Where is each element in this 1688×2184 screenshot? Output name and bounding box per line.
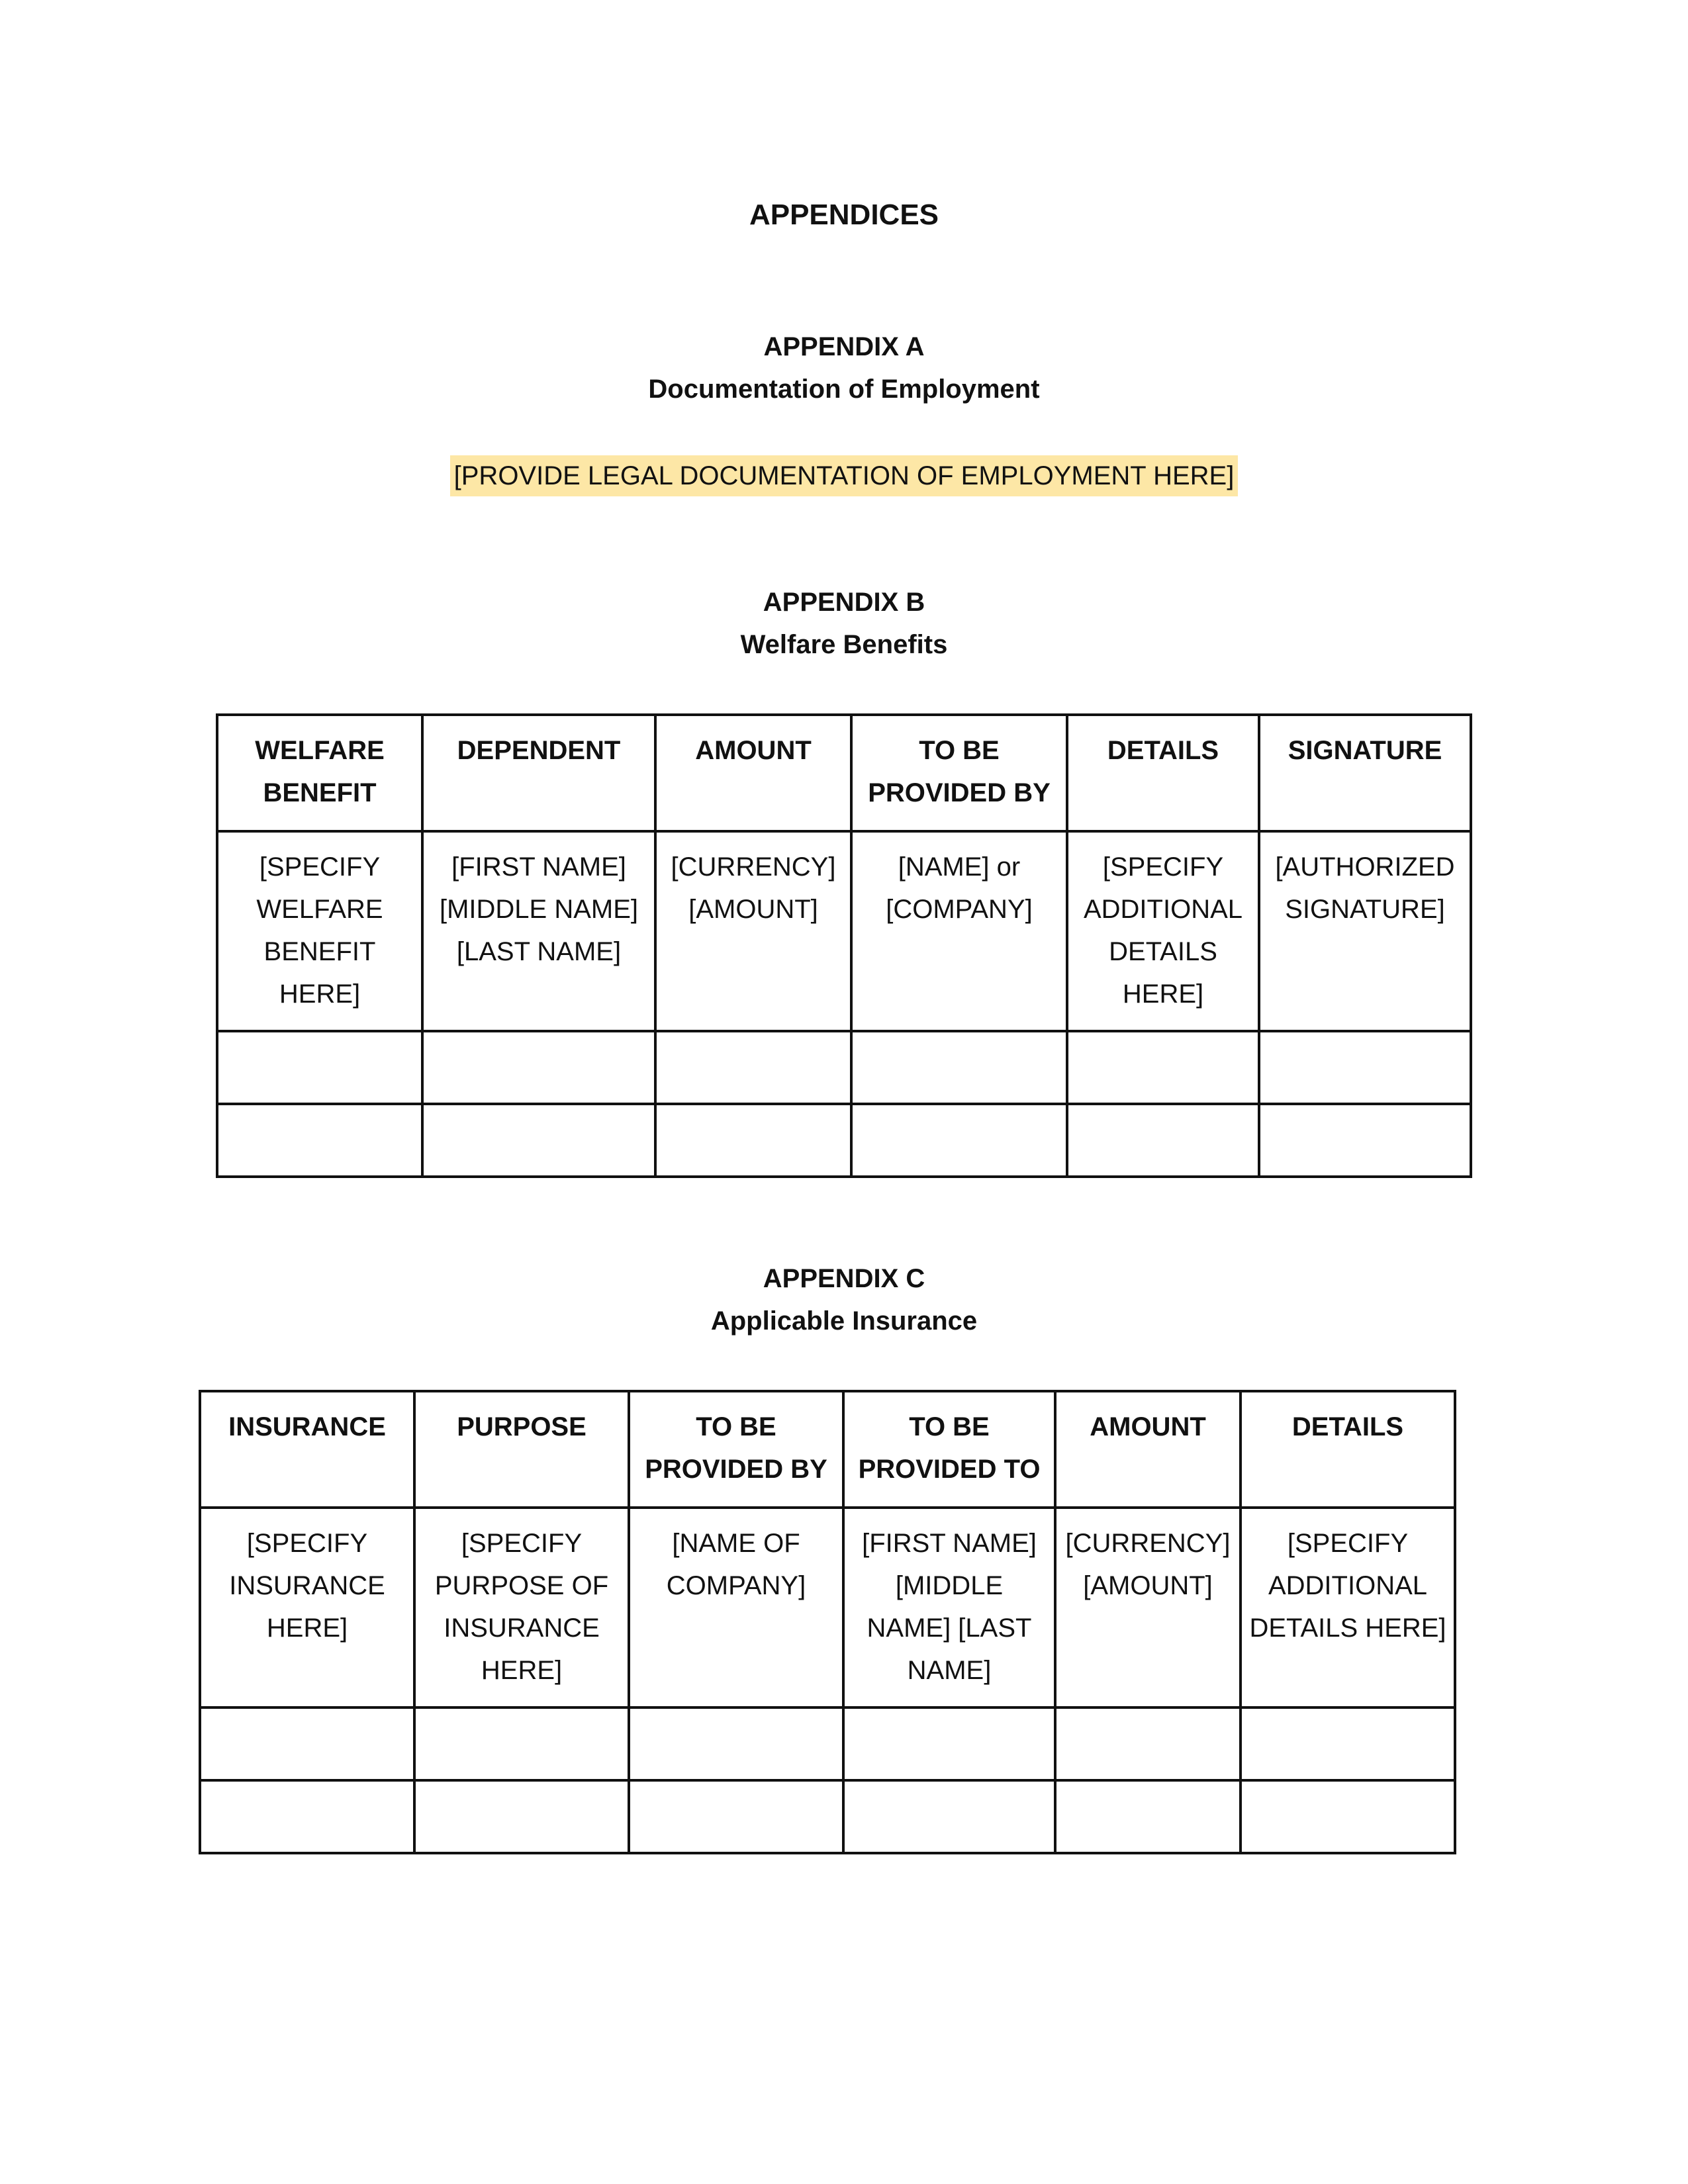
appendix-b-subtitle: Welfare Benefits: [740, 630, 948, 659]
welfare-benefits-table: [216, 713, 1472, 1178]
appendix-b-heading: [0, 581, 1688, 666]
table-cell: [CURRENCY] [AMOUNT]: [655, 831, 851, 1031]
header-cell: TO BE PROVIDED BY: [629, 1391, 843, 1508]
table-row-empty: [217, 1031, 1471, 1104]
empty-cell: [200, 1707, 414, 1780]
appendix-b-label: APPENDIX B: [763, 588, 925, 617]
appendix-a-label: APPENDIX A: [763, 332, 925, 361]
header-cell: TO BE PROVIDED BY: [851, 715, 1067, 831]
empty-cell: [200, 1780, 414, 1853]
table-cell: [SPECIFY PURPOSE OF INSURANCE HERE]: [414, 1508, 629, 1707]
header-cell: DETAILS: [1241, 1391, 1455, 1508]
header-cell: INSURANCE: [200, 1391, 414, 1508]
table-cell: [SPECIFY ADDITIONAL DETAILS HERE]: [1241, 1508, 1455, 1707]
header-cell: AMOUNT: [1055, 1391, 1241, 1508]
empty-cell: [843, 1780, 1055, 1853]
header-cell: TO BE PROVIDED TO: [843, 1391, 1055, 1508]
table-cell: [FIRST NAME] [MIDDLE NAME] [LAST NAME]: [843, 1508, 1055, 1707]
table-row: [200, 1508, 1455, 1707]
header-cell: AMOUNT: [655, 715, 851, 831]
table-cell: [NAME] or [COMPANY]: [851, 831, 1067, 1031]
empty-cell: [422, 1031, 655, 1104]
table-cell: [CURRENCY] [AMOUNT]: [1055, 1508, 1241, 1707]
appendix-a-placeholder: [PROVIDE LEGAL DOCUMENTATION OF EMPLOYMENT HERE]: [450, 455, 1239, 496]
appendix-c-label: APPENDIX C: [763, 1264, 925, 1293]
appendix-a-subtitle: Documentation of Employment: [648, 375, 1040, 404]
table-cell: [SPECIFY INSURANCE HERE]: [200, 1508, 414, 1707]
header-cell: DETAILS: [1067, 715, 1259, 831]
empty-cell: [843, 1707, 1055, 1780]
empty-cell: [422, 1104, 655, 1177]
empty-cell: [217, 1031, 422, 1104]
empty-cell: [414, 1780, 629, 1853]
empty-cell: [1259, 1031, 1471, 1104]
empty-cell: [655, 1104, 851, 1177]
table-cell: [NAME OF COMPANY]: [629, 1508, 843, 1707]
table-row-empty: [200, 1780, 1455, 1853]
table-cell: [FIRST NAME] [MIDDLE NAME] [LAST NAME]: [422, 831, 655, 1031]
table-header-row: [217, 715, 1471, 831]
header-cell: SIGNATURE: [1259, 715, 1471, 831]
header-cell: PURPOSE: [414, 1391, 629, 1508]
empty-cell: [655, 1031, 851, 1104]
applicable-insurance-table: [199, 1390, 1456, 1854]
empty-cell: [1055, 1780, 1241, 1853]
empty-cell: [1241, 1707, 1455, 1780]
header-cell: WELFARE BENEFIT: [217, 715, 422, 831]
empty-cell: [851, 1104, 1067, 1177]
appendix-a-heading: [0, 326, 1688, 410]
table-row-empty: [217, 1104, 1471, 1177]
appendix-c-heading: [0, 1257, 1688, 1342]
empty-cell: [629, 1780, 843, 1853]
table-cell: [SPECIFY WELFARE BENEFIT HERE]: [217, 831, 422, 1031]
empty-cell: [1067, 1104, 1259, 1177]
empty-cell: [1055, 1707, 1241, 1780]
table-row-empty: [200, 1707, 1455, 1780]
table-cell: [AUTHORIZED SIGNATURE]: [1259, 831, 1471, 1031]
appendix-c-subtitle: Applicable Insurance: [710, 1306, 978, 1336]
empty-cell: [851, 1031, 1067, 1104]
empty-cell: [217, 1104, 422, 1177]
empty-cell: [1259, 1104, 1471, 1177]
appendix-a-placeholder-wrap: [0, 455, 1688, 496]
table-header-row: [200, 1391, 1455, 1508]
empty-cell: [1241, 1780, 1455, 1853]
page-title: APPENDICES: [749, 199, 939, 231]
table-row: [217, 831, 1471, 1031]
empty-cell: [629, 1707, 843, 1780]
header-cell: DEPENDENT: [422, 715, 655, 831]
empty-cell: [1067, 1031, 1259, 1104]
empty-cell: [414, 1707, 629, 1780]
table-cell: [SPECIFY ADDITIONAL DETAILS HERE]: [1067, 831, 1259, 1031]
